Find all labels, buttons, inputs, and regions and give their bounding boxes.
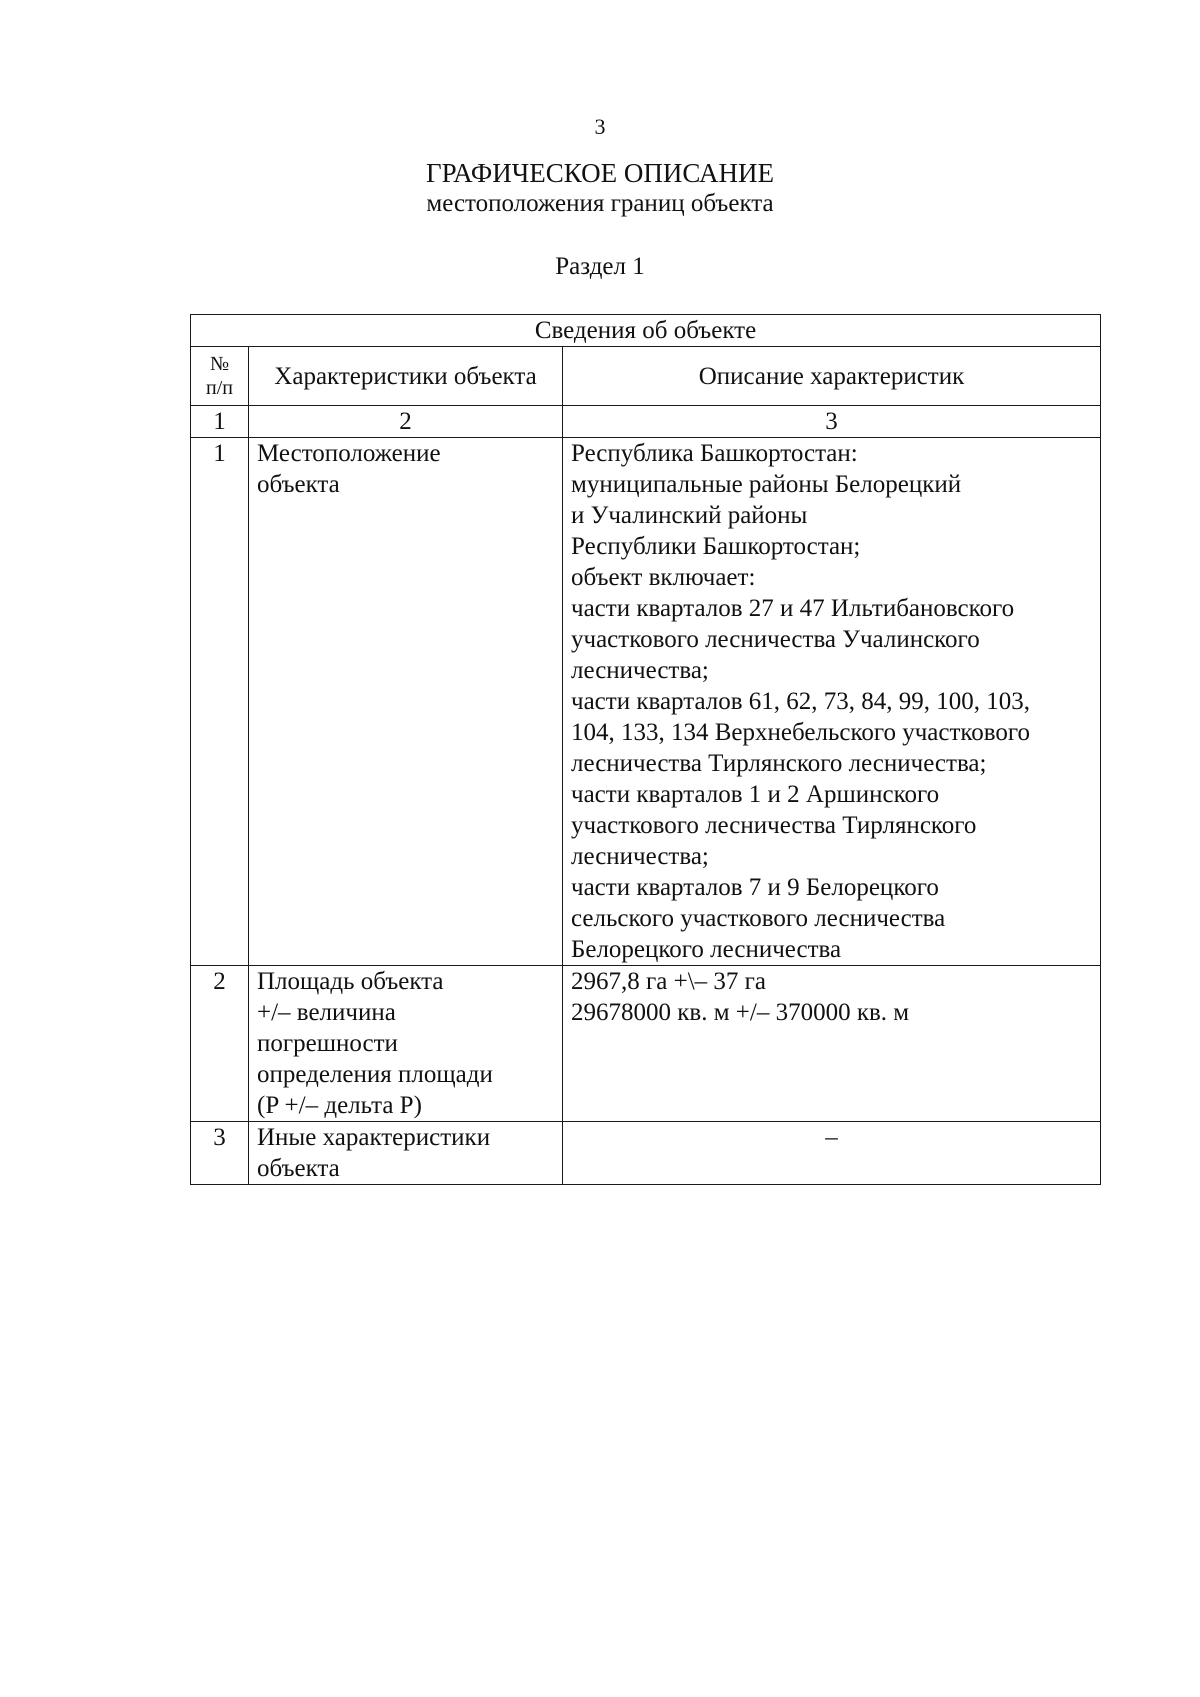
description-line: сельского участкового лесничества xyxy=(571,905,946,932)
description-line: части кварталов 27 и 47 Ильтибановского xyxy=(571,595,1015,622)
description-dash: – xyxy=(825,1124,838,1151)
header-characteristic: Характеристики объекта xyxy=(249,347,563,406)
column-number: 3 xyxy=(563,406,1101,438)
table-row xyxy=(191,966,1101,1122)
row-characteristic xyxy=(249,438,563,966)
page-number: 3 xyxy=(594,114,606,139)
description-line: участкового лесничества Тирлянского xyxy=(571,812,977,839)
row-characteristic xyxy=(249,1122,563,1185)
column-number-row xyxy=(191,406,1101,438)
row-description xyxy=(563,966,1101,1122)
header-number xyxy=(191,347,249,406)
row-number: 1 xyxy=(191,438,249,966)
description-line: части кварталов 7 и 9 Белорецкого xyxy=(571,874,939,901)
description-line: части кварталов 1 и 2 Аршинского xyxy=(571,781,940,808)
column-number: 1 xyxy=(191,406,249,438)
header-number-symbol: № xyxy=(209,353,230,375)
characteristic-line: Местоположение xyxy=(257,440,441,467)
description-line: Республика Башкортостан: xyxy=(571,440,858,467)
description-line: Белорецкого лесничества xyxy=(571,936,842,963)
description-line: лесничества Тирлянского лесничества; xyxy=(571,750,987,777)
table-header-row xyxy=(191,347,1101,406)
column-number: 2 xyxy=(249,406,563,438)
description-line: лесничества; xyxy=(571,657,709,684)
object-info-table xyxy=(190,314,1101,1185)
description-line: Республики Башкортостан; xyxy=(571,533,861,560)
row-characteristic xyxy=(249,966,563,1122)
table-caption: Сведения об объекте xyxy=(191,315,1101,347)
characteristic-line: погрешности xyxy=(257,1030,398,1057)
document-title: ГРАФИЧЕСКОЕ ОПИСАНИЕ xyxy=(425,158,775,188)
description-line: участкового лесничества Учалинского xyxy=(571,626,980,653)
description-line: части кварталов 61, 62, 73, 84, 99, 100, 103, xyxy=(571,688,1031,715)
document-subtitle: местоположения границ объекта xyxy=(426,190,774,217)
description-line: и Учалинский районы xyxy=(571,502,808,529)
table-row xyxy=(191,1122,1101,1185)
row-number: 2 xyxy=(191,966,249,1122)
characteristic-line: объекта xyxy=(257,1155,340,1182)
characteristic-line: (P +/– дельта P) xyxy=(257,1092,422,1119)
description-line: лесничества; xyxy=(571,843,709,870)
characteristic-line: +/– величина xyxy=(257,999,396,1026)
description-line: муниципальные районы Белорецкий xyxy=(571,471,962,498)
description-line: 29678000 кв. м +/– 370000 кв. м xyxy=(571,999,910,1026)
description-line: 2967,8 га +\– 37 га xyxy=(571,968,766,995)
header-description: Описание характеристик xyxy=(563,347,1101,406)
table-caption-row xyxy=(191,315,1101,347)
description-line: 104, 133, 134 Верхнебельского участкового xyxy=(571,719,1031,746)
row-description xyxy=(563,1122,1101,1185)
characteristic-line: объекта xyxy=(257,471,340,498)
characteristic-line: Иные характеристики xyxy=(257,1124,491,1151)
characteristic-line: Площадь объекта xyxy=(257,968,444,995)
section-title: Раздел 1 xyxy=(555,253,645,280)
characteristic-line: определения площади xyxy=(257,1061,493,1088)
row-number: 3 xyxy=(191,1122,249,1185)
description-line: объект включает: xyxy=(571,564,756,591)
table-row xyxy=(191,438,1101,966)
header-number-abbr: п/п xyxy=(206,377,233,399)
row-description xyxy=(563,438,1101,966)
